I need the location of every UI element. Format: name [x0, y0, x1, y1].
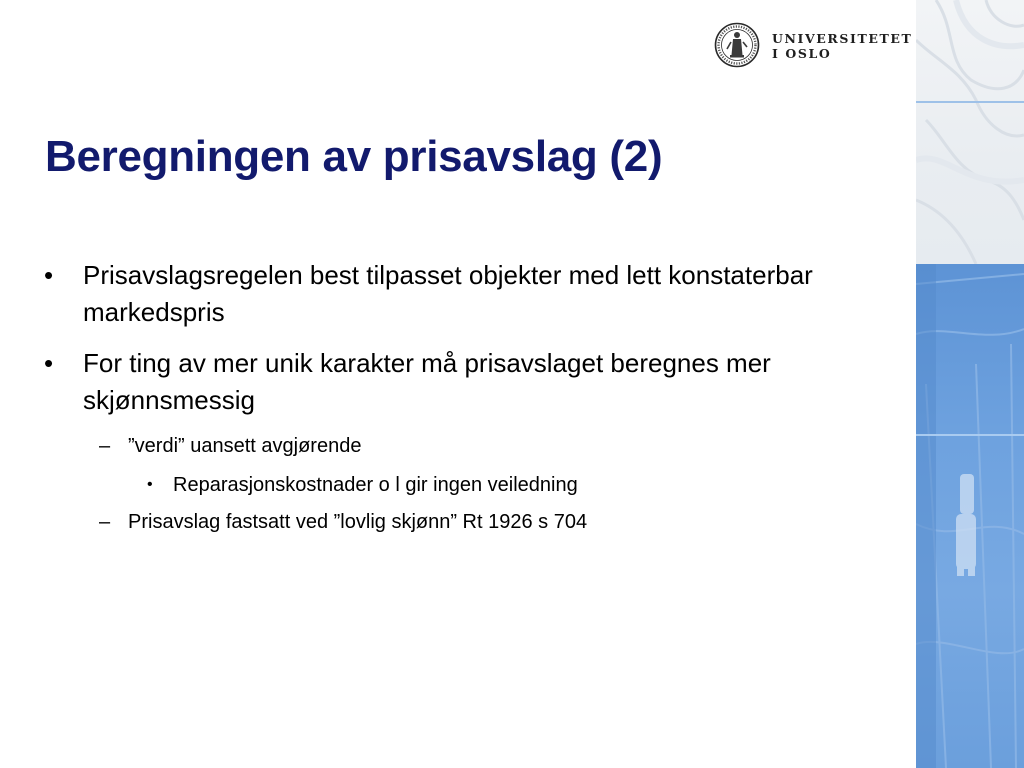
bullet-icon: • [44, 348, 54, 378]
sub-bullet-text: Prisavslag fastsatt ved ”lovlig skjønn” Rt 1926 s 704 [128, 511, 588, 533]
statue-sketch-icon [916, 0, 1024, 264]
university-seal-icon [714, 22, 760, 68]
sub-bullet-text: ”verdi” uansett avgjørende [128, 435, 362, 457]
decorative-strip-bottom [916, 264, 1024, 768]
bullet-item [44, 257, 844, 331]
decorative-strip-top [916, 0, 1024, 264]
logo-name-line2: I OSLO [772, 46, 832, 61]
dash-icon: – [99, 511, 111, 533]
bullet-icon: • [44, 260, 54, 290]
strip-divider [916, 434, 1024, 436]
sub-bullet-item [99, 433, 361, 459]
strip-divider [916, 101, 1024, 103]
bullet-item [44, 345, 844, 419]
bullet-icon: • [147, 476, 153, 493]
university-logo [714, 20, 913, 70]
sub-sub-bullet-text: Reparasjonskostnader o l gir ingen veiledning [173, 474, 578, 496]
bullet-text: Prisavslagsregelen best tilpasset objekter med lett konstaterbar markedspris [83, 260, 813, 327]
logo-name-line1: UNIVERSITETET [772, 31, 913, 46]
statue-blue-icon [916, 264, 1024, 768]
dash-icon: – [99, 435, 111, 457]
bullet-text: For ting av mer unik karakter må prisavslaget beregnes mer skjønnsmessig [83, 348, 771, 415]
sub-bullet-item [99, 509, 587, 535]
slide-title: Beregningen av prisavslag (2) [45, 132, 663, 181]
sub-sub-bullet-item [147, 472, 578, 498]
